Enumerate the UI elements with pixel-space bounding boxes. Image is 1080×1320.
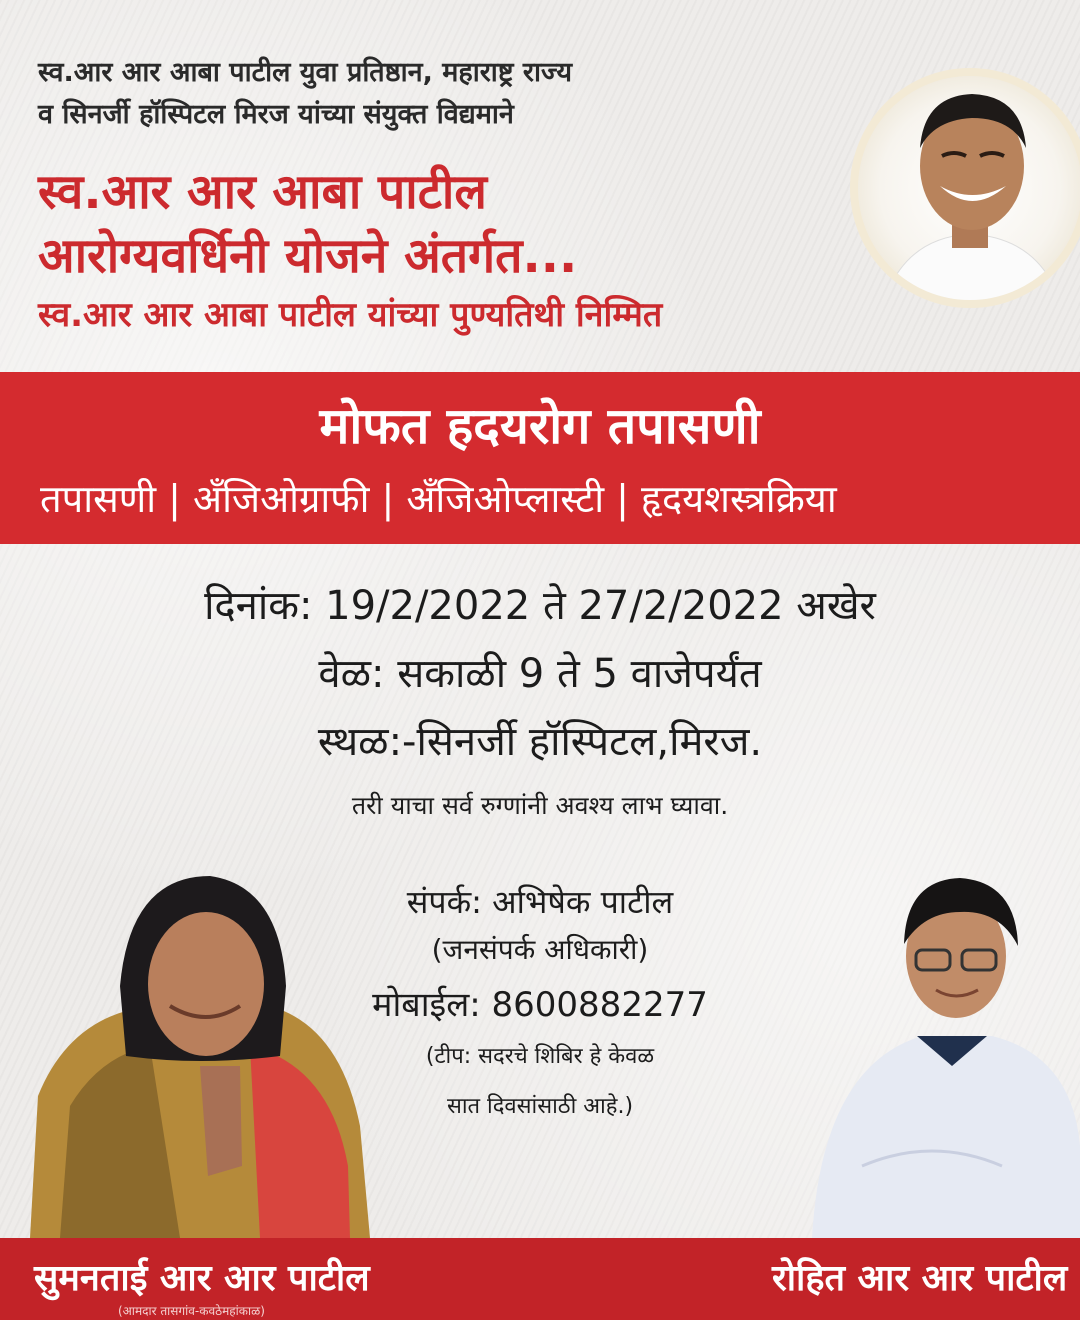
contact-mobile: मोबाईल: 8600882277: [372, 985, 708, 1025]
portrait-aba-patil: [842, 38, 1080, 338]
header-line-2: व सिनर्जी हॉस्पिटल मिरज यांच्या संयुक्त विद्यमाने: [38, 99, 514, 130]
banner-title: मोफत हदयरोग तपासणी: [319, 397, 761, 455]
portrait-sumantai-patil: [30, 866, 370, 1238]
camp-note-line-1: (टीप: सदरचे शिबिर हे केवळ: [425, 1044, 655, 1069]
scheme-title-line-2: आरोग्यवर्धिनी योजने अंतर्गत...: [38, 228, 578, 284]
banner-services: तपासणी | अँजिओग्राफी | अँजिओप्लास्टी | हृदयशस्त्रक्रिया: [40, 477, 837, 521]
contact-name: संपर्क: अभिषेक पाटील: [406, 883, 674, 921]
footer-designation-left: (आमदार तासगांव-कवठेमहांकाळ): [118, 1304, 265, 1318]
camp-appeal: तरी याचा सर्व रुग्णांनी अवश्य लाभ घ्यावा.: [351, 791, 729, 820]
footer-name-left: सुमनताई आर आर पाटील: [34, 1258, 370, 1299]
scheme-subtitle: स्व.आर आर आबा पाटील यांच्या पुण्यतिथी निम्मित: [38, 295, 663, 335]
footer-name-right: रोहित आर आर पाटील: [772, 1258, 1068, 1299]
camp-date: दिनांक: 19/2/2022 ते 27/2/2022 अखेर: [204, 583, 876, 629]
portrait-rohit-patil: [812, 866, 1080, 1238]
camp-place: स्थळ:-सिनर्जी हॉस्पिटल,मिरज.: [317, 719, 763, 765]
header-line-1: स्व.आर आर आबा पाटील युवा प्रतिष्ठान, महाराष्ट्र राज्य: [38, 57, 573, 88]
scheme-title-line-1: स्व.आर आर आबा पाटील: [38, 164, 487, 220]
camp-note-line-2: सात दिवसांसाठी आहे.): [446, 1094, 634, 1119]
camp-time: वेळ: सकाळी 9 ते 5 वाजेपर्यंत: [318, 651, 762, 697]
contact-role: (जनसंपर्क अधिकारी): [431, 933, 649, 966]
